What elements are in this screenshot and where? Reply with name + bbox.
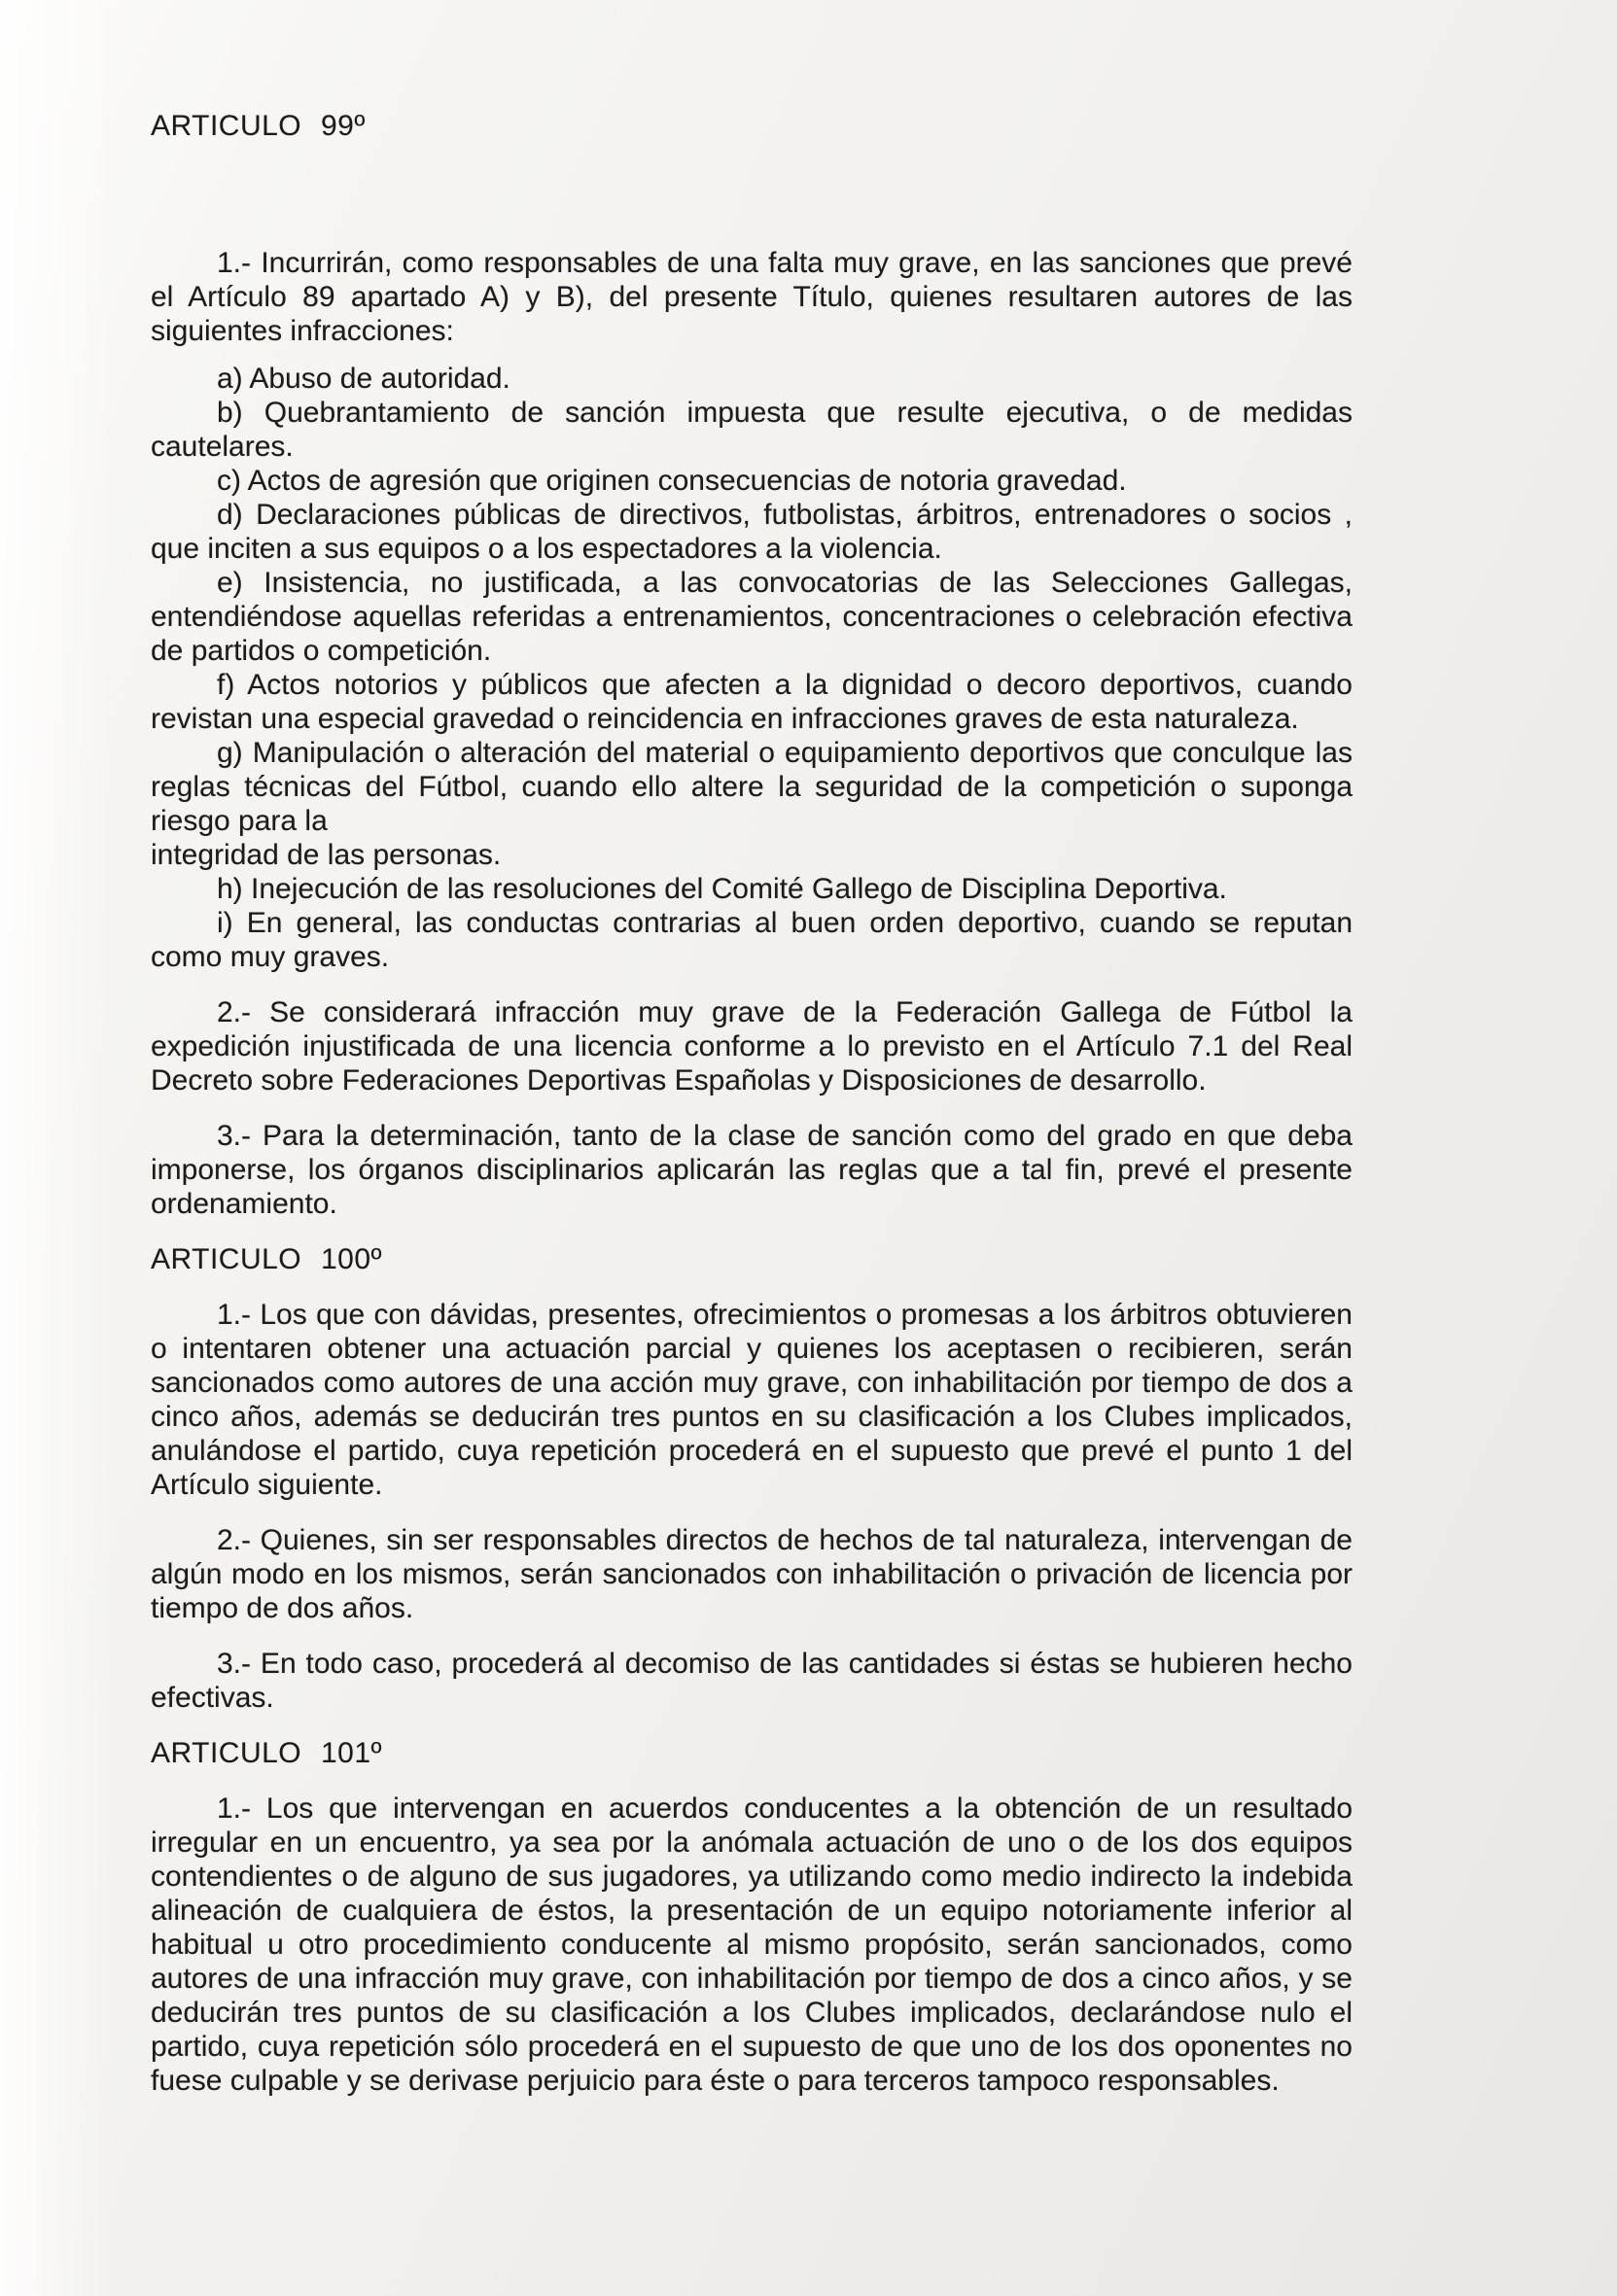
article-99-heading: ARTICULO 99º [151, 110, 366, 142]
article-99-item-d: d) Declaraciones públicas de directivos, futbolistas, árbitros, entrenadores o socios , que inciten a sus equipos o a los espectadores a la violencia. [151, 499, 1353, 565]
article-99-paragraph-2: 2.- Se considerará infracción muy grave de la Federación Gallega de Fútbol la expedición injustificada de una licencia conforme a lo previsto en el Artículo 7.1 del Real Decreto sobre Federaciones Deportivas Españolas y Disposiciones de desarrollo. [151, 996, 1353, 1096]
article-99-item-g: g) Manipulación o alteración del material o equipamiento deportivos que conculque las reglas técnicas del Fútbol, cuando ello altere la seguridad de la competición o suponga riesgo para la [151, 737, 1353, 837]
article-99-item-c: c) Actos de agresión que originen consecuencias de notoria gravedad. [217, 465, 1127, 497]
article-100 [151, 1242, 1353, 1715]
article-99-item-f: f) Actos notorios y públicos que afecten a la dignidad o decoro deportivos, cuando revistan una especial gravedad o reincidencia en infracciones graves de esta naturaleza. [151, 669, 1353, 735]
article-101-heading: ARTICULO 101º [151, 1737, 382, 1769]
article-100-heading: ARTICULO 100º [151, 1243, 382, 1275]
article-100-paragraph-1: 1.- Los que con dávidas, presentes, ofrecimientos o promesas a los árbitros obtuvieren o intentaren obtener una actuación parcial y quienes los aceptasen o recibieren, serán sancionados como autores de una acción muy grave, con inhabilitación por tiempo de dos a cinco años, además se deducirán tres puntos en su clasificación a los Clubes implicados, anulándose el partido, cuya repetición procederá en el supuesto que prevé el punto 1 del Artículo siguiente. [151, 1299, 1353, 1501]
article-101-paragraph-1: 1.- Los que intervengan en acuerdos conducentes a la obtención de un resultado irregular en un encuentro, ya sea por la anómala actuación de uno o de los dos equipos contendientes o de alguno de sus jugadores, ya utilizando como medio indirecto la indebida alineación de cualquiera de éstos, la presentación de un equipo notoriamente inferior al habitual u otro procedimiento conducente al mismo propósito, serán sancionados, como autores de una infracción muy grave, con inhabilitación por tiempo de dos a cinco años, y se deducirán tres puntos de su clasificación a los Clubes implicados, declarándose nulo el partido, cuya repetición sólo procederá en el supuesto de que uno de los dos oponentes no fuese culpable y se derivase perjuicio para éste o para terceros tampoco responsables. [151, 1792, 1353, 2097]
article-100-paragraph-2: 2.- Quienes, sin ser responsables directos de hechos de tal naturaleza, intervengan de algún modo en los mismos, serán sancionados con inhabilitación o privación de licencia por tiempo de dos años. [151, 1524, 1353, 1624]
article-100-paragraph-3: 3.- En todo caso, procederá al decomiso de las cantidades si éstas se hubieren hecho efectivas. [151, 1648, 1353, 1714]
article-99-paragraph-3: 3.- Para la determinación, tanto de la clase de sanción como del grado en que deba imponerse, los órganos disciplinarios aplicarán las reglas que a tal fin, prevé el presente ordenamiento. [151, 1120, 1353, 1220]
article-99-item-g-continuation: integridad de las personas. [151, 839, 502, 871]
article-99 [151, 109, 1353, 1221]
article-101 [151, 1736, 1353, 2098]
article-99-item-b: b) Quebrantamiento de sanción impuesta que resulte ejecutiva, o de medidas cautelares. [151, 397, 1353, 463]
article-99-item-e: e) Insistencia, no justificada, a las convocatorias de las Selecciones Gallegas, entendiéndose aquellas referidas a entrenamientos, concentraciones o celebración efectiva de partidos o competición. [151, 567, 1353, 667]
article-99-item-i: i) En general, las conductas contrarias al buen orden deportivo, cuando se reputan como muy graves. [151, 907, 1353, 973]
article-99-item-a: a) Abuso de autoridad. [217, 363, 510, 395]
article-99-item-h: h) Inejecución de las resoluciones del Comité Gallego de Disciplina Deportiva. [217, 873, 1227, 905]
article-99-paragraph-1: 1.- Incurrirán, como responsables de una falta muy grave, en las sanciones que prevé el Artículo 89 apartado A) y B), del presente Título, quienes resultaren autores de las siguientes infracciones: [151, 247, 1353, 347]
